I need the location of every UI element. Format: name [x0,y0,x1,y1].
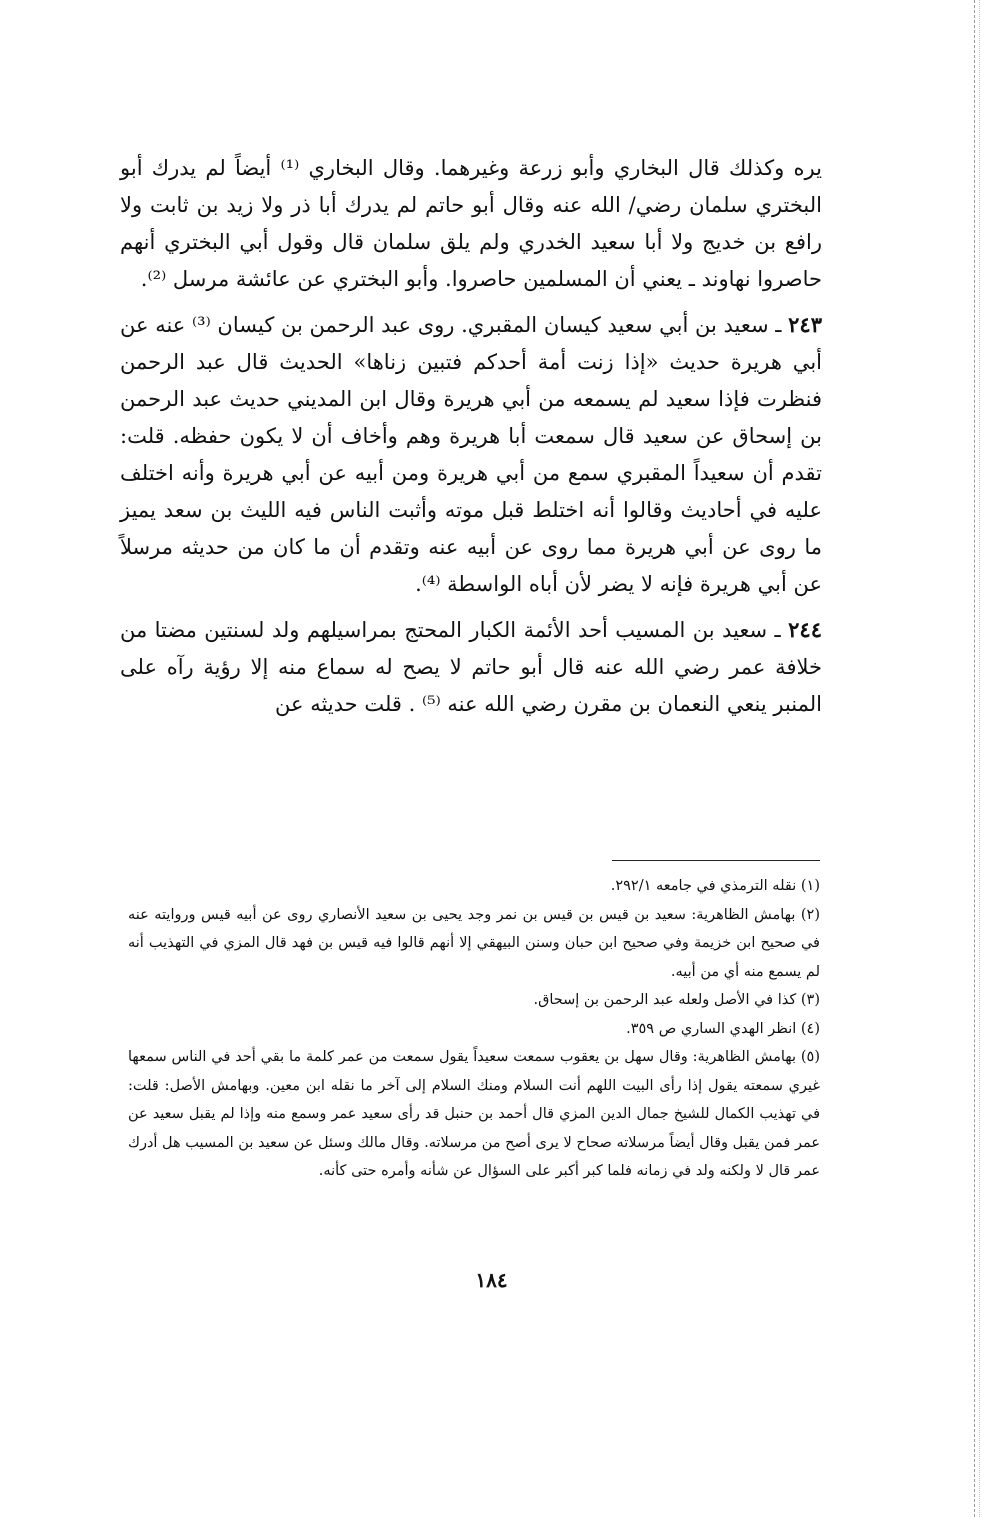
entry-text: ـ سعيد بن أبي سعيد كيسان المقبري. روى عبد الرحمن بن كيسان ⁽³⁾ عنه عن أبي هريرة حديث «إذا زنت أمة أحدكم فتبين زناها» الحديث قال عبد الرحمن فنظرت فإذا سعيد لم يسمعه من أبي هريرة وقال ابن المديني حديث عبد الرحمن بن إسحاق عن سعيد قال سمعت أبا هريرة وهم وأخاف أن لا يكون حفظه. قلت: تقدم أن سعيداً المقبري سمع من أبي هريرة ومن أبيه عن أبي هريرة وأنه اختلف عليه في أحاديث وقالوا أنه اختلط قبل موته وأثبت الناس فيه الليث بن سعد يميز ما روى عن أبي هريرة مما روى عن أبيه عنه وتقدم أن ما كان من حديثه مرسلاً عن أبي هريرة فإنه لا يضر لأن أباه الواسطة ⁽⁴⁾. [120,313,822,596]
main-text [120,150,822,723]
entry-number: ٢٤٤ [788,617,822,642]
footnote-3: (٣) كذا في الأصل ولعله عبد الرحمن بن إسحاق. [533,992,820,1008]
entry-243 [120,306,822,603]
footnotes [128,872,820,1186]
page-number: ١٨٤ [475,1268,508,1292]
footnote-separator [612,860,820,861]
entry-number: ٢٤٣ [788,312,822,337]
paragraph-continuation: يره وكذلك قال البخاري وأبو زرعة وغيرهما. وقال البخاري ⁽¹⁾ أيضاً لم يدرك أبو البختري سلمان رضي/ الله عنه وقال أبو حاتم لم يدرك أبا ذر ولا زيد بن ثابت ولا رافع بن خديج ولا أبا سعيد الخدري ولم يلق سلمان قال وقول أبي البختري أنهم حاصروا نهاوند ـ يعني أن المسلمين حاصروا. وأبو البختري عن عائشة مرسل ⁽²⁾. [120,156,822,291]
footnote-5: (٥) بهامش الظاهرية: وقال سهل بن يعقوب سمعت سعيداً يقول سمعت من عمر كلمة ما بقي أحد في الناس سمعها غيري سمعته يقول إذا رأى البيت اللهم أنت السلام ومنك السلام إلى آخر ما نقله ابن معين. وبهامش الأصل: قلت: في تهذيب الكمال للشيخ جمال الدين المزي قال أحمد بن حنبل قد رأى سعيد عمر وسمع منه وإذا لم يقبل سعيد عن عمر فمن يقبل وقال أيضاً مرسلاته صحاح لا يرى أصح من مرسلاته. وقال مالك وسئل عن سعيد بن المسيب هل أدرك عمر قال لا ولكنه ولد في زمانه فلما كبر أكبر على السؤال عن شأنه وأمره حتى كأنه. [128,1049,820,1179]
footnote-1: (١) نقله الترمذي في جامعه ٢٩٢/١. [610,878,820,894]
entry-244 [120,611,822,723]
entry-text: ـ سعيد بن المسيب أحد الأئمة الكبار المحتج بمراسيلهم ولد لسنتين مضتا من خلافة عمر رضي الله عنه قال أبو حاتم لا يصح له سماع منه إلا رؤية رآه على المنبر ينعي النعمان بن مقرن رضي الله عنه ⁽⁵⁾ . قلت حديثه عن [120,618,822,716]
footnote-2: (٢) بهامش الظاهرية: سعيد بن قيس بن قيس بن نمر وجد يحيى بن سعيد الأنصاري روى عن أبيه قيس وروايته عنه في صحيح ابن خزيمة وفي صحيح ابن حبان وسنن البيهقي إلا أنهم قالوا فيه قيس بن فهد قال المزي في التهذيب أنه لم يسمع منه أي من أبيه. [128,906,820,980]
footnote-4: (٤) انظر الهدي الساري ص ٣٥٩. [626,1020,820,1037]
